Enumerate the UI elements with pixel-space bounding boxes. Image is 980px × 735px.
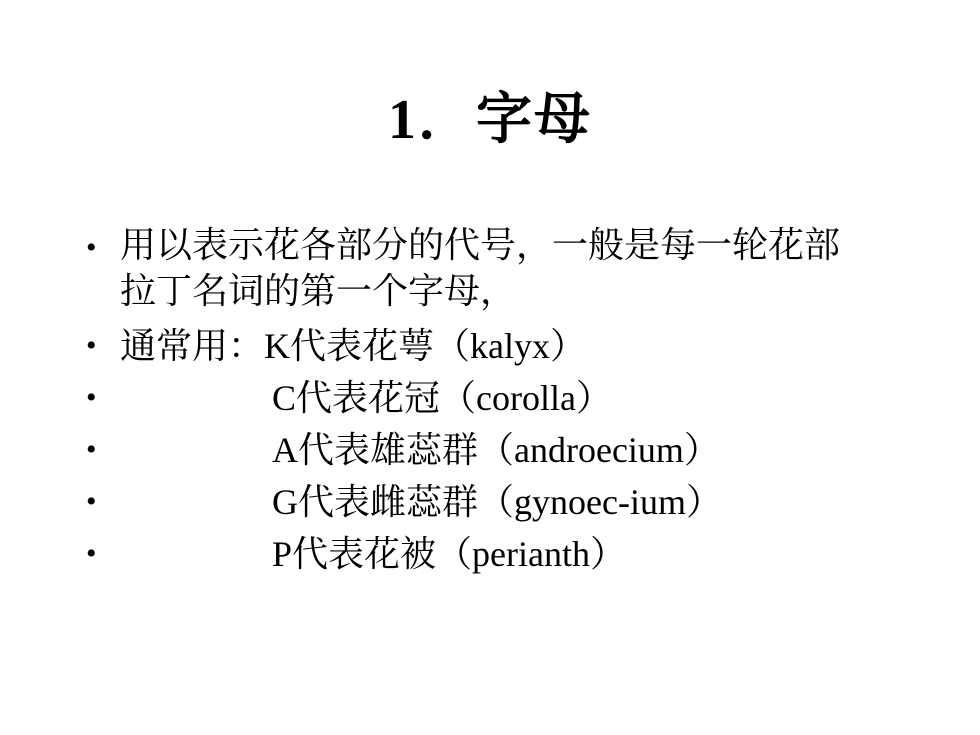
bullet-text-line: 拉丁名词的第一个字母， bbox=[120, 271, 517, 311]
bullet-text: 通常用：K代表花萼（kalyx） bbox=[120, 326, 586, 366]
bullet-item bbox=[86, 222, 906, 314]
bullet-text: A代表雄蕊群（androecium） bbox=[272, 430, 720, 470]
bullet-list bbox=[86, 222, 906, 580]
bullet-text: G代表雌蕊群（gynoec-ium） bbox=[272, 482, 722, 522]
bullet-text-line: 用以表示花各部分的代号，一般是每一轮花部 bbox=[120, 225, 841, 265]
bullet-item bbox=[86, 528, 906, 580]
bullet-item bbox=[86, 372, 906, 424]
bullet-dot-icon: • bbox=[86, 381, 97, 414]
bullet-item bbox=[86, 424, 906, 476]
bullet-item bbox=[86, 476, 906, 528]
slide-title: 1．字母 bbox=[388, 89, 592, 151]
bullet-item bbox=[86, 320, 906, 372]
bullet-dot-icon: • bbox=[86, 537, 97, 570]
bullet-dot-icon: • bbox=[86, 433, 97, 466]
bullet-dot-icon: • bbox=[86, 485, 97, 518]
bullet-text: P代表花被（perianth） bbox=[272, 534, 626, 574]
bullet-text: C代表花冠（corolla） bbox=[272, 378, 612, 418]
bullet-dot-icon: • bbox=[86, 329, 97, 362]
bullet-dot-icon: • bbox=[86, 231, 97, 264]
